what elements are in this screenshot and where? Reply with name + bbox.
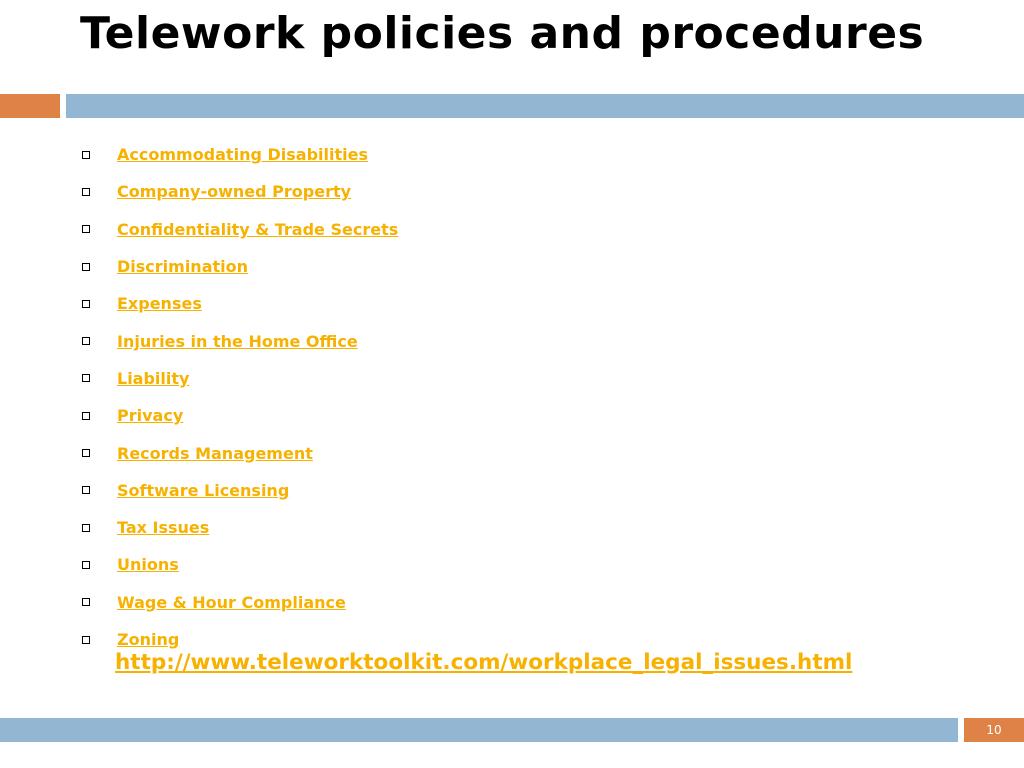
link-expenses[interactable]: Expenses xyxy=(117,294,202,314)
link-accommodating-disabilities[interactable]: Accommodating Disabilities xyxy=(117,145,368,165)
page-number: 10 xyxy=(986,723,1002,737)
link-records-management[interactable]: Records Management xyxy=(117,443,313,463)
link-privacy[interactable]: Privacy xyxy=(117,406,184,426)
link-discrimination[interactable]: Discrimination xyxy=(117,257,249,277)
square-bullet-icon xyxy=(82,524,90,532)
square-bullet-icon xyxy=(82,188,90,196)
square-bullet-icon xyxy=(82,412,90,420)
page-number-badge xyxy=(964,718,1024,742)
list-item xyxy=(80,472,398,509)
list-item xyxy=(80,248,398,285)
link-confidentiality-trade-secrets[interactable]: Confidentiality & Trade Secrets xyxy=(117,219,399,239)
square-bullet-icon xyxy=(82,598,90,606)
square-bullet-icon xyxy=(82,151,90,159)
header-blue-bar xyxy=(66,94,1024,118)
list-item xyxy=(80,584,398,621)
square-bullet-icon xyxy=(82,374,90,382)
link-company-owned-property[interactable]: Company-owned Property xyxy=(117,182,352,202)
source-url-link[interactable]: http://www.teleworktoolkit.com/workplace_legal_issues.html xyxy=(115,650,853,675)
list-item xyxy=(80,173,398,210)
list-item xyxy=(80,322,398,359)
link-wage-hour-compliance[interactable]: Wage & Hour Compliance xyxy=(117,592,346,612)
list-item xyxy=(80,397,398,434)
square-bullet-icon xyxy=(82,486,90,494)
list-item xyxy=(80,136,398,173)
square-bullet-icon xyxy=(82,449,90,457)
square-bullet-icon xyxy=(82,300,90,308)
square-bullet-icon xyxy=(82,225,90,233)
header-orange-bar xyxy=(0,94,60,118)
list-item xyxy=(80,509,398,546)
list-item xyxy=(80,211,398,248)
link-software-licensing[interactable]: Software Licensing xyxy=(117,480,290,500)
square-bullet-icon xyxy=(82,263,90,271)
square-bullet-icon xyxy=(82,561,90,569)
list-item xyxy=(80,360,398,397)
square-bullet-icon xyxy=(82,636,90,644)
list-item xyxy=(80,285,398,322)
link-liability[interactable]: Liability xyxy=(117,368,190,388)
policy-list xyxy=(80,136,398,658)
link-zoning[interactable]: Zoning xyxy=(117,630,180,649)
slide-title: Telework policies and procedures xyxy=(80,8,925,59)
link-injuries-home-office[interactable]: Injuries in the Home Office xyxy=(117,331,358,351)
link-unions[interactable]: Unions xyxy=(117,555,179,575)
square-bullet-icon xyxy=(82,337,90,345)
footer-blue-bar xyxy=(0,718,958,742)
list-item xyxy=(80,434,398,471)
list-item xyxy=(80,546,398,583)
link-tax-issues[interactable]: Tax Issues xyxy=(117,518,210,538)
